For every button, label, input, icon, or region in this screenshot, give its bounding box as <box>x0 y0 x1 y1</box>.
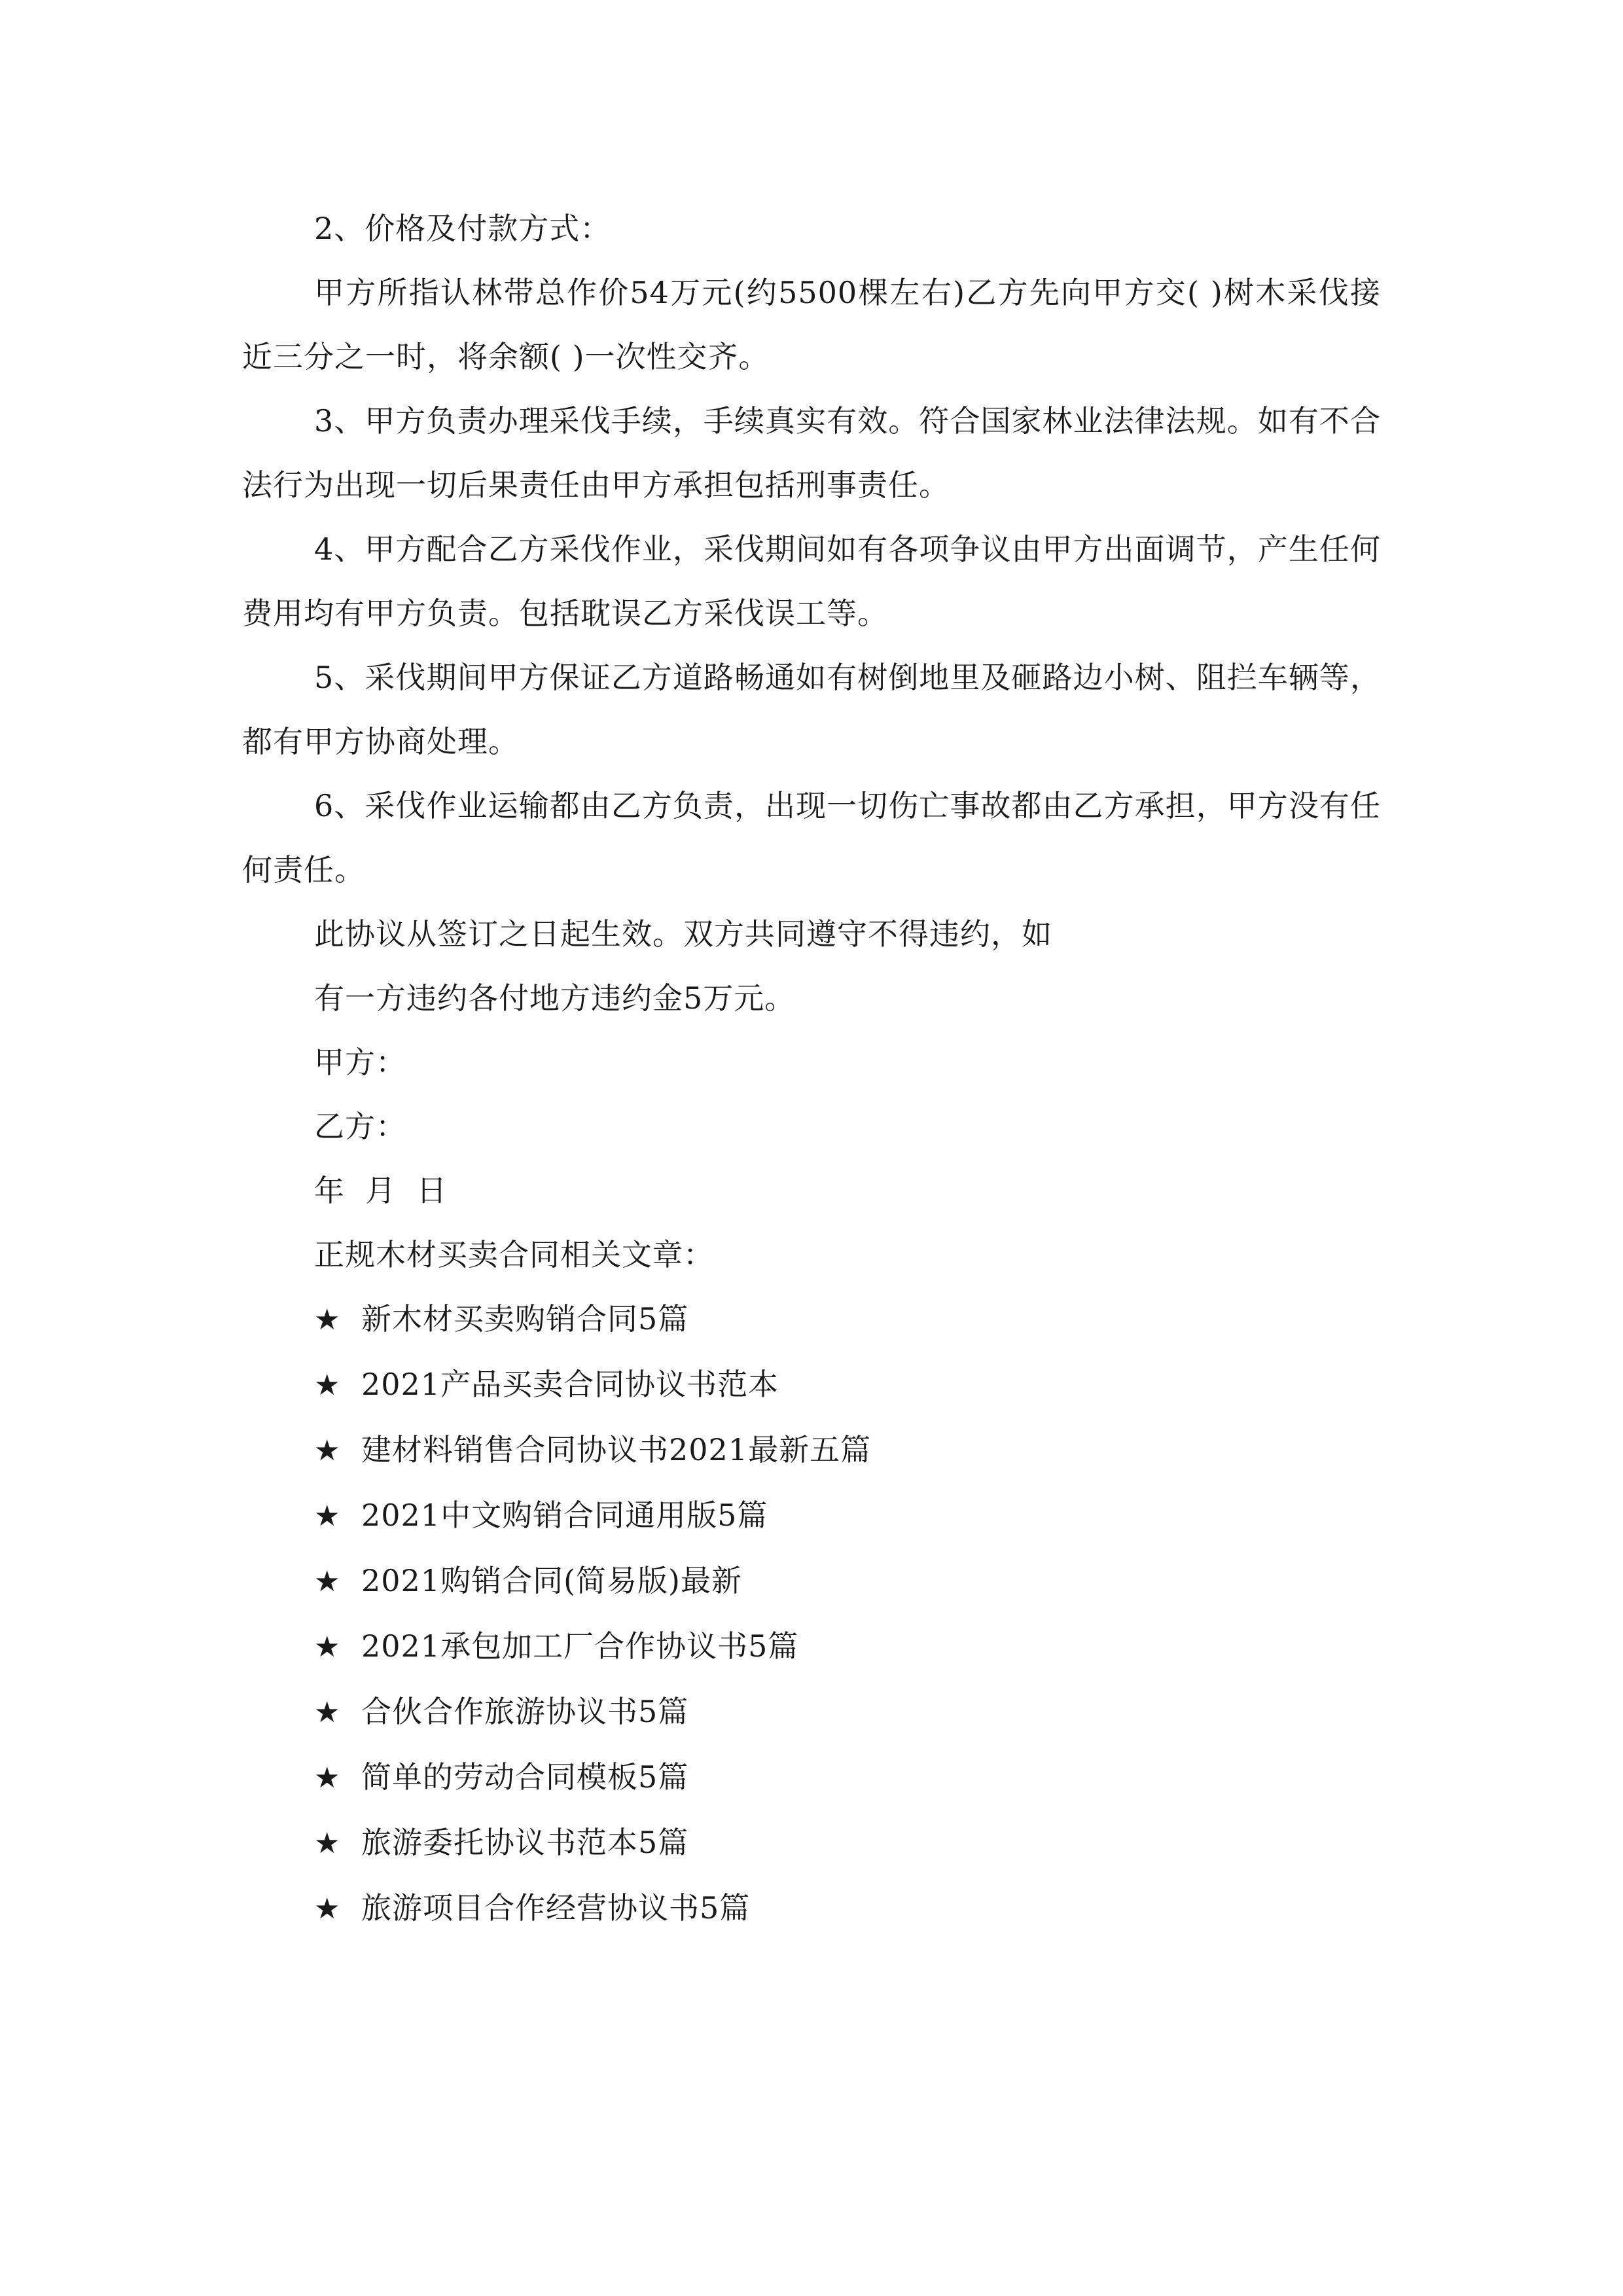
related-article-item[interactable] <box>242 1287 1381 1352</box>
star-icon: ★ <box>314 1369 341 1402</box>
signature-date: 年 月 日 <box>314 1173 448 1208</box>
related-article-title[interactable]: 2021产品买卖合同协议书范本 <box>361 1367 779 1402</box>
related-article-item[interactable] <box>242 1418 1381 1483</box>
clause-2-heading: 2、价格及付款方式： <box>314 211 611 246</box>
related-article-item[interactable] <box>242 1614 1381 1679</box>
related-article-title[interactable]: 建材料销售合同协议书2021最新五篇 <box>361 1432 872 1467</box>
party-b-signature: 乙方： <box>314 1109 406 1144</box>
star-icon: ★ <box>314 1761 341 1795</box>
related-article-item[interactable] <box>242 1876 1381 1941</box>
related-article-title[interactable]: 2021承包加工厂合作协议书5篇 <box>361 1628 799 1664</box>
star-icon: ★ <box>314 1696 341 1729</box>
related-article-title[interactable]: 旅游项目合作经营协议书5篇 <box>361 1890 751 1926</box>
related-article-title[interactable]: 2021中文购销合同通用版5篇 <box>361 1498 768 1533</box>
related-articles-list <box>242 1287 1381 1941</box>
related-article-item[interactable] <box>242 1549 1381 1614</box>
clause-4: 4、甲方配合乙方采伐作业，采伐期间如有各项争议由甲方出面调节，产生任何费用均有甲方负责。包括耽误乙方采伐误工等。 <box>242 531 1381 631</box>
related-article-title[interactable]: 合伙合作旅游协议书5篇 <box>361 1694 689 1729</box>
party-a-signature: 甲方： <box>314 1045 406 1080</box>
related-article-title[interactable]: 旅游委托协议书范本5篇 <box>361 1825 689 1860</box>
star-icon: ★ <box>314 1434 341 1467</box>
related-article-title[interactable]: 新木材买卖购销合同5篇 <box>361 1301 689 1336</box>
star-icon: ★ <box>314 1892 341 1926</box>
related-article-title[interactable]: 简单的劳动合同模板5篇 <box>361 1759 689 1795</box>
effective-clause-line-1: 此协议从签订之日起生效。双方共同遵守不得违约，如 <box>314 916 1052 952</box>
clause-3: 3、甲方负责办理采伐手续，手续真实有效。符合国家林业法律法规。如有不合法行为出现一切后果责任由甲方承担包括刑事责任。 <box>242 403 1381 503</box>
related-article-item[interactable] <box>242 1679 1381 1745</box>
clause-5: 5、采伐期间甲方保证乙方道路畅通如有树倒地里及砸路边小树、阻拦车辆等，都有甲方协商处理。 <box>242 660 1381 759</box>
related-article-title[interactable]: 2021购销合同(简易版)最新 <box>361 1563 742 1598</box>
star-icon: ★ <box>314 1827 341 1860</box>
clause-2-body: 甲方所指认林带总作价54万元(约5500棵左右)乙方先向甲方交( )树木采伐接近三分之一时，将余额( )一次性交齐。 <box>242 275 1381 374</box>
effective-clause-line-2: 有一方违约各付地方违约金5万元。 <box>314 980 796 1016</box>
star-icon: ★ <box>314 1303 341 1336</box>
related-article-item[interactable] <box>242 1810 1381 1876</box>
related-articles-heading: 正规木材买卖合同相关文章： <box>314 1237 714 1272</box>
related-article-item[interactable] <box>242 1352 1381 1418</box>
related-article-item[interactable] <box>242 1745 1381 1810</box>
star-icon: ★ <box>314 1630 341 1664</box>
related-article-item[interactable] <box>242 1483 1381 1549</box>
star-icon: ★ <box>314 1565 341 1598</box>
star-icon: ★ <box>314 1499 341 1533</box>
document-body <box>242 196 1381 1941</box>
clause-6: 6、采伐作业运输都由乙方负责，出现一切伤亡事故都由乙方承担，甲方没有任何责任。 <box>242 788 1381 888</box>
